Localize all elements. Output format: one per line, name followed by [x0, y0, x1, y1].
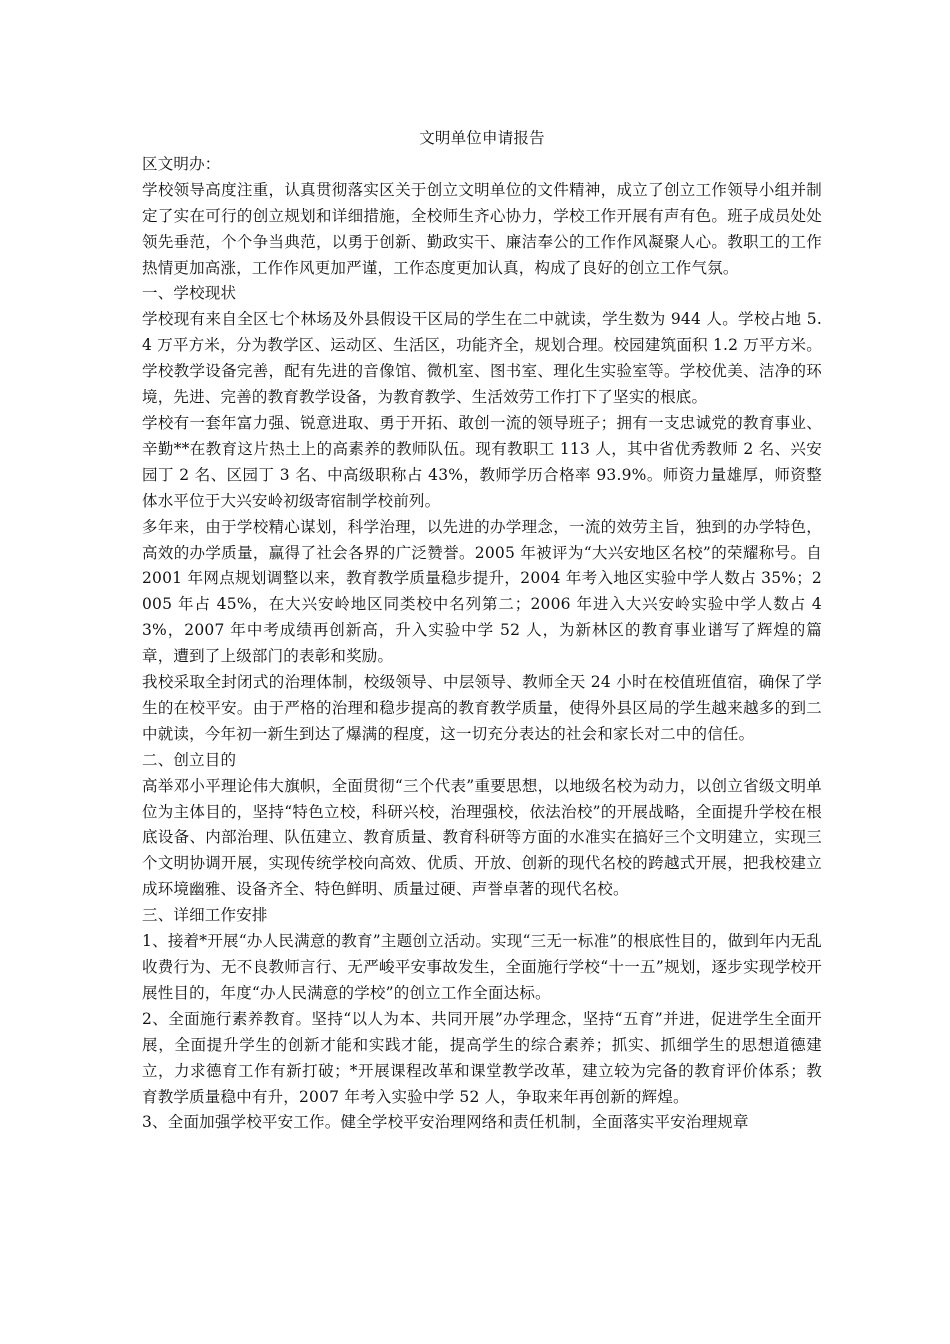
- document-body: [142, 126, 822, 1136]
- document-title: 文明单位申请报告: [419, 129, 545, 147]
- section-heading-work-plan: 三、详细工作安排: [142, 906, 268, 925]
- section-heading-current-status: 一、学校现状: [142, 284, 237, 303]
- paragraph-achievements: 多年来，由于学校精心谋划，科学治理，以先进的办学理念，一流的效劳主旨，独到的办学特色，高效的办学质量，赢得了社会各界的广泛赞誉。2005 年被评为“大兴安地区名校”的荣耀称号。自 2001 年网点规划调整以来，教育教学质量稳步提升，2004 年考入地区实验中学人数占 35%；2005 年占 45%，在大兴安岭地区同类校中名列第二；2006 年进入大兴安岭实验中学人数占 43%，2007 年中考成绩再创新高，升入实验中学 52 人，为新林区的教育事业谱写了辉煌的篇章，遭到了上级部门的表彰和奖励。: [142, 517, 822, 666]
- paragraph-school-overview: 学校现有来自全区七个林场及外县假设干区局的学生在二中就读，学生数为 944 人。学校占地 5.4 万平方米，分为教学区、运动区、生活区，功能齐全，规划合理。校园建筑面积 1.2 万平方米。学校教学设备完善，配有先进的音像馆、微机室、图书室、理化生实验室等。学校优美、洁净的环境，先进、完善的教育教学设备，为教育教学、生活效劳工作打下了坚实的根底。: [142, 310, 822, 407]
- work-plan-item-2: 2、全面施行素养教育。坚持“以人为本、共同开展”办学理念，坚持“五育”并进，促进学生全面开展，全面提升学生的创新才能和实践才能，提高学生的综合素养；抓实、抓细学生的思想道德建立，力求德育工作有新打破；*开展课程改革和课堂教学改革，建立较为完备的教育评价体系；教育教学质量稳中有升，2007 年考入实验中学 52 人，争取来年再创新的辉煌。: [142, 1009, 822, 1106]
- work-plan-item-1: 1、接着*开展“办人民满意的教育”主题创立活动。实现“三无一标准”的根底性目的，做到年内无乱收费行为、无不良教师言行、无严峻平安事故发生，全面施行学校“十一五”规划，逐步实现学校开展性目的，年度“办人民满意的学校”的创立工作全面达标。: [142, 932, 822, 1002]
- salutation: 区文明办：: [142, 154, 221, 173]
- paragraph-staff: 学校有一套年富力强、锐意进取、勇于开拓、敢创一流的领导班子；拥有一支忠诚党的教育事业、辛勤**在教育这片热土上的高素养的教师队伍。现有教职工 113 人，其中省优秀教师 2 名、兴安园丁 2 名、区园丁 3 名、中高级职称占 43%，教师学历合格率 93.9%。师资力量雄厚，师资整体水平位于大兴安岭初级寄宿制学校前列。: [142, 413, 822, 510]
- paragraph-goals: 高举邓小平理论伟大旗帜，全面贯彻“三个代表”重要思想，以地级名校为动力，以创立省级文明单位为主体目的，坚持“特色立校，科研兴校，治理强校，依法治校”的开展战略，全面提升学校在根底设备、内部治理、队伍建立、教育质量、教育科研等方面的水准实在搞好三个文明建立，实现三个文明协调开展，实现传统学校向高效、优质、开放、创新的现代名校的跨越式开展，把我校建立成环境幽雅、设备齐全、特色鲜明、质量过硬、声誉卓著的现代名校。: [142, 776, 822, 899]
- paragraph-management: 我校采取全封闭式的治理体制，校级领导、中层领导、教师全天 24 小时在校值班值宿，确保了学生的在校平安。由于严格的治理和稳步提高的教育教学质量，使得外县区局的学生越来越多的到二中就读，今年初一新生到达了爆满的程度，这一切充分表达的社会和家长对二中的信任。: [142, 673, 822, 743]
- work-plan-item-3: 3、全面加强学校平安工作。健全学校平安治理网络和责任机制，全面落实平安治理规章: [142, 1113, 749, 1132]
- section-heading-goals: 二、创立目的: [142, 750, 237, 769]
- intro-paragraph: 学校领导高度注重，认真贯彻落实区关于创立文明单位的文件精神，成立了创立工作领导小组并制定了实在可行的创立规划和详细措施，全校师生齐心协力，学校工作开展有声有色。班子成员处处领先垂范，个个争当典范，以勇于创新、勤政实干、廉洁奉公的工作作风凝聚人心。教职工的工作热情更加高涨，工作作风更加严谨，工作态度更加认真，构成了良好的创立工作气氛。: [142, 180, 822, 277]
